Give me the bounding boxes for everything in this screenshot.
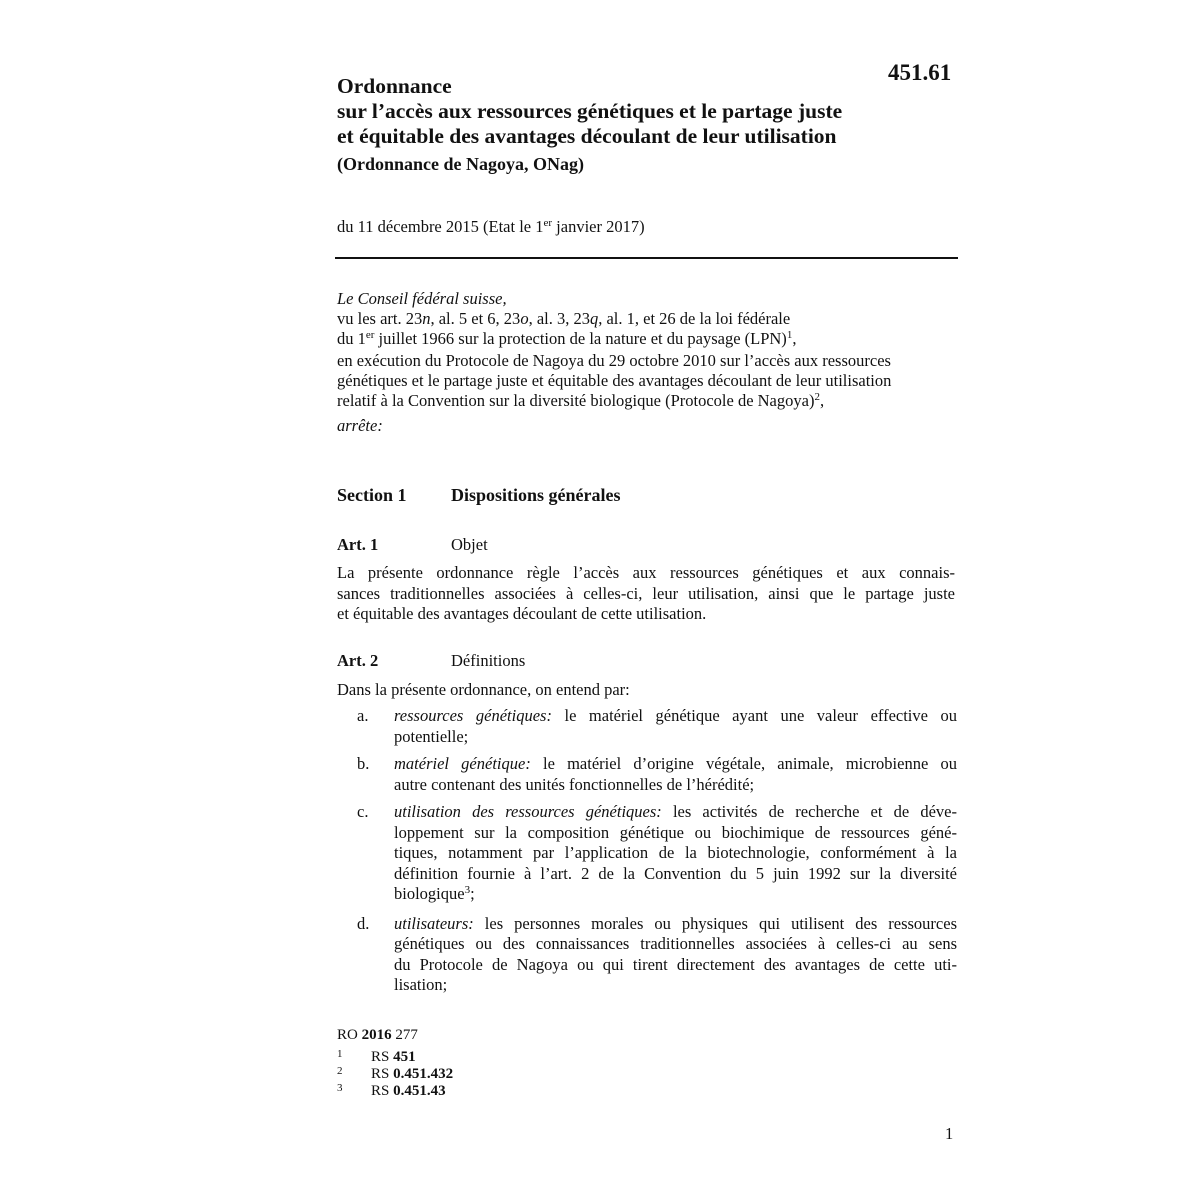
list-item xyxy=(337,754,957,795)
footnote: 3 RS 0.451.43 xyxy=(337,1082,446,1099)
list-item xyxy=(337,802,957,907)
list-item xyxy=(337,914,957,996)
date-line xyxy=(337,217,645,237)
date-sup: er xyxy=(543,217,553,229)
footnote-link[interactable]: 0.451.43 xyxy=(393,1083,446,1099)
footnote: 1 RS 451 xyxy=(337,1048,416,1065)
text-line: et équitable des avantages découlant de cette utilisation. xyxy=(337,604,707,623)
page-number: 1 xyxy=(945,1124,954,1143)
article-1-text xyxy=(337,563,955,625)
section-heading xyxy=(337,485,621,506)
document-title xyxy=(337,74,842,149)
sr-number: 451.61 xyxy=(888,60,952,85)
definitions-list xyxy=(337,706,957,1003)
footnote-ref[interactable]: 1 xyxy=(786,329,793,341)
ro-reference: RO 2016 277 xyxy=(337,1027,418,1043)
text-line: autre contenant des unités fonctionnelles de l’hérédité; xyxy=(394,774,755,794)
text-line: loppement sur la composition génétique ou biochimique de ressources géné- xyxy=(394,822,957,842)
defined-term: utilisation des ressources génétiques: xyxy=(394,802,662,821)
preamble-line: relatif à la Convention sur la diversité biologique (Protocole de Nagoya)$^2$, xyxy=(337,391,825,410)
footnote-ref[interactable]: 3 xyxy=(464,884,471,896)
item-letter: d. xyxy=(357,913,370,933)
footnote-ref[interactable]: 2 xyxy=(814,391,820,403)
title-line: et équitable des avantages découlant de leur utilisation xyxy=(337,124,837,148)
title-line: sur l’accès aux ressources génétiques et le partage juste xyxy=(337,99,843,123)
article-number: Art. 2 xyxy=(337,651,379,670)
footnote-number: 1 xyxy=(337,1048,343,1060)
item-letter: a. xyxy=(357,706,369,725)
council-line: Le Conseil fédéral suisse, xyxy=(337,289,507,308)
article-title: Définitions xyxy=(451,651,526,670)
arrete-line: arrête: xyxy=(337,416,383,435)
list-item xyxy=(337,706,957,747)
item-letter: b. xyxy=(357,754,370,773)
text-line: ressources génétiques: le matériel génétique ayant une valeur effective ou xyxy=(394,706,957,725)
defined-term: matériel génétique: xyxy=(394,754,531,773)
text-line: matériel génétique: le matériel d’origine végétale, animale, microbienne ou xyxy=(394,754,957,773)
article-2-intro: Dans la présente ordonnance, on entend par: xyxy=(337,680,630,699)
text-line: potentielle; xyxy=(394,726,469,746)
text-line: lisation; xyxy=(394,975,448,994)
footnote: 2 RS 0.451.432 xyxy=(337,1065,454,1082)
date-prefix: du 11 décembre 2015 (Etat le 1 xyxy=(337,217,544,236)
text-line: biologique$^3$; xyxy=(394,884,475,903)
preamble-line: en exécution du Protocole de Nagoya du 29 octobre 2010 sur l’accès aux ressources xyxy=(337,351,891,370)
footnote-link[interactable]: 451 xyxy=(393,1049,416,1065)
text-line: utilisation des ressources génétiques: les activités de recherche et de déve- xyxy=(394,802,957,821)
preamble-line: génétiques et le partage juste et équitable des avantages découlant de leur utilisation xyxy=(337,371,892,390)
article-heading xyxy=(337,535,488,555)
text-line: définition fournie à l’art. 2 de la Convention du 5 juin 1992 sur la diversité xyxy=(394,863,957,883)
date-suffix: janvier 2017) xyxy=(552,217,645,236)
article-heading xyxy=(337,651,525,671)
defined-term: utilisateurs: xyxy=(394,913,474,933)
footnote-number: 2 xyxy=(337,1065,343,1077)
defined-term: ressources génétiques: xyxy=(394,706,552,725)
footnote-link[interactable]: 0.451.432 xyxy=(393,1066,454,1082)
title-line: Ordonnance xyxy=(337,74,452,98)
preamble-line: vu les art. 23n, al. 5 et 6, 23o, al. 3, 23q, al. 1, et 26 de la loi fédérale xyxy=(337,309,791,328)
text-line: génétiques ou des connaissances traditionnelles associées à celles-ci au sens xyxy=(394,934,957,953)
section-number: Section 1 xyxy=(337,485,407,505)
text-line: sances traditionnelles associées à celles-ci, leur utilisation, ainsi que le partage juste xyxy=(337,583,955,603)
text-line: utilisateurs: les personnes morales ou physiques qui utilisent des ressources xyxy=(394,913,957,933)
section-title: Dispositions générales xyxy=(451,485,621,505)
article-title: Objet xyxy=(451,535,488,554)
article-number: Art. 1 xyxy=(337,535,379,554)
text-line: du Protocole de Nagoya ou qui tirent directement des avantages de cette uti- xyxy=(394,954,957,974)
short-title: (Ordonnance de Nagoya, ONag) xyxy=(337,154,584,174)
preamble xyxy=(337,289,957,436)
text-line: tiques, notamment par l’application de la biotechnologie, conformément à la xyxy=(394,843,957,862)
text-line: La présente ordonnance règle l’accès aux ressources génétiques et aux connais- xyxy=(337,563,955,582)
footnote-number: 3 xyxy=(337,1082,343,1094)
item-letter: c. xyxy=(357,802,369,821)
header-rule xyxy=(335,257,958,259)
preamble-line: du 1er juillet 1966 sur la protection de la nature et du paysage (LPN)$^1$, xyxy=(337,329,797,348)
